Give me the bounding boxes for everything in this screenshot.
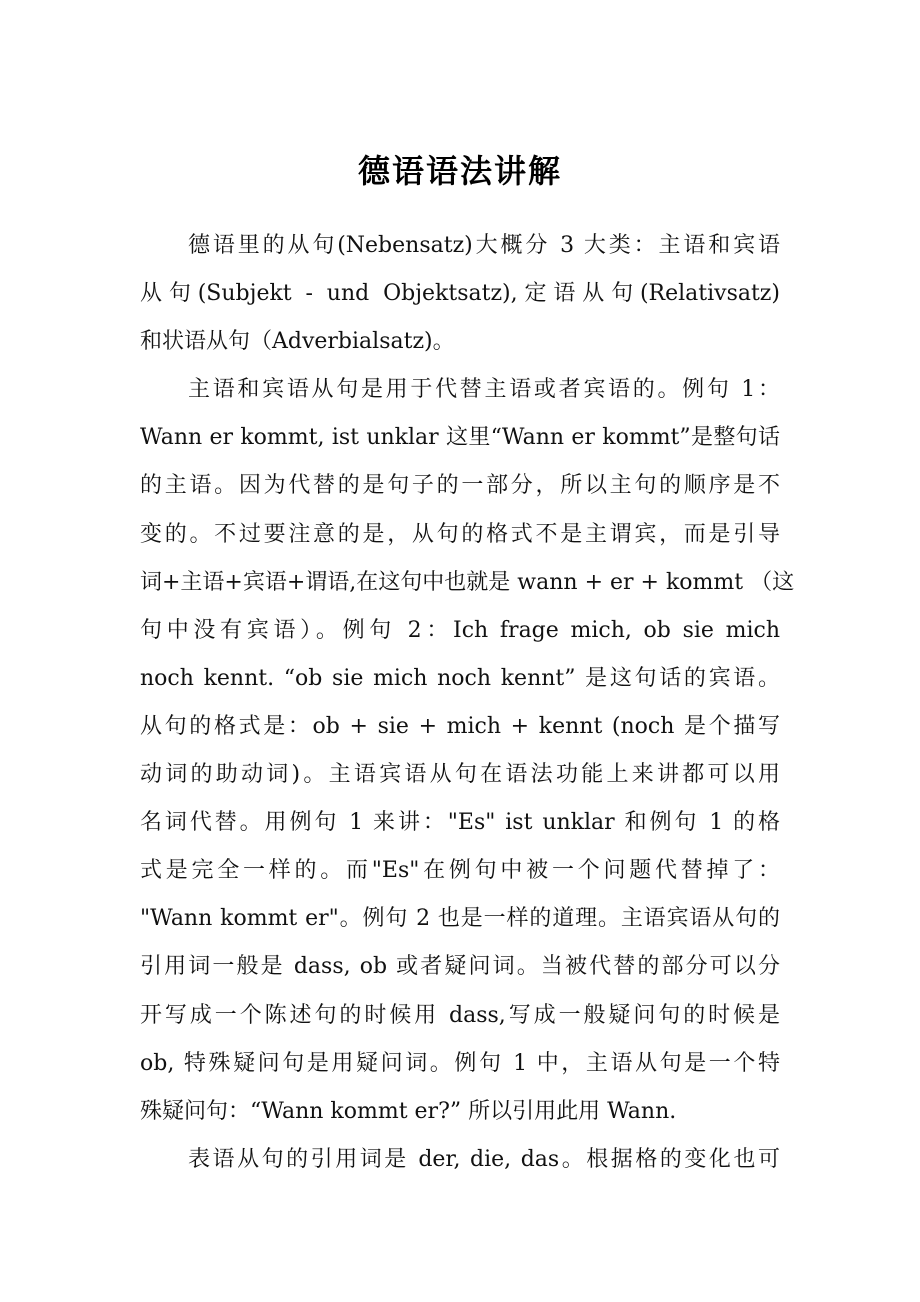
text-line: ob, 特殊疑问句是用疑问词。例句 1 中，主语从句是一个特	[140, 1050, 780, 1076]
text-line: 句中没有宾语）。例句 2：Ich frage mich, ob sie mich	[140, 617, 780, 643]
text-line: 变的。不过要注意的是，从句的格式不是主谓宾，而是引导	[140, 521, 780, 547]
text-line: 式是完全一样的。而"Es"在例句中被一个问题代替掉了：	[140, 858, 780, 884]
text-line: 表语从句的引用词是 der, die, das。根据格的变化也可	[188, 1146, 780, 1172]
paragraph-2	[140, 366, 795, 1136]
text-line: 德语里的从句(Nebensatz)大概分 3 大类：主语和宾语	[188, 233, 780, 258]
text-line: Wann er kommt, ist unklar 这里“Wann er kommt”是整句话	[140, 425, 780, 451]
document-title: 德语语法讲解	[357, 152, 562, 190]
document-body	[140, 222, 795, 1184]
text-line: 的主语。因为代替的是句子的一部分，所以主句的顺序是不	[140, 473, 780, 499]
text-line: 殊疑问句：“Wann kommt er?” 所以引用此用 Wann.	[140, 1098, 677, 1124]
paragraph-1	[140, 222, 780, 366]
paragraph-3	[140, 1136, 780, 1184]
text-line: "Wann kommt er"。例句 2 也是一样的道理。主语宾语从句的	[140, 906, 780, 932]
text-line: 主语和宾语从句是用于代替主语或者宾语的。例句 1：	[188, 377, 780, 403]
text-line: 和状语从句（Adverbialsatz)。	[140, 329, 455, 355]
text-line: 引用词一般是 dass, ob 或者疑问词。当被代替的部分可以分	[140, 954, 780, 980]
text-line: 开写成一个陈述句的时候用 dass,写成一般疑问句的时候是	[140, 1002, 780, 1028]
text-line: 从句的格式是：ob + sie + mich + kennt (noch 是个描写	[140, 713, 780, 739]
text-line: noch kennt. “ob sie mich noch kennt” 是这句话的宾语。	[140, 665, 780, 691]
text-line: 名词代替。用例句 1 来讲："Es" ist unklar 和例句 1 的格	[140, 810, 780, 836]
text-line: 动词的助动词)。主语宾语从句在语法功能上来讲都可以用	[140, 762, 780, 788]
text-line: 词+主语+宾语+谓语,在这句中也就是 wann + er + kommt （这	[140, 569, 795, 595]
text-line: 从句(Subjekt - und Objektsatz),定语从句(Relativsatz)	[140, 281, 780, 307]
